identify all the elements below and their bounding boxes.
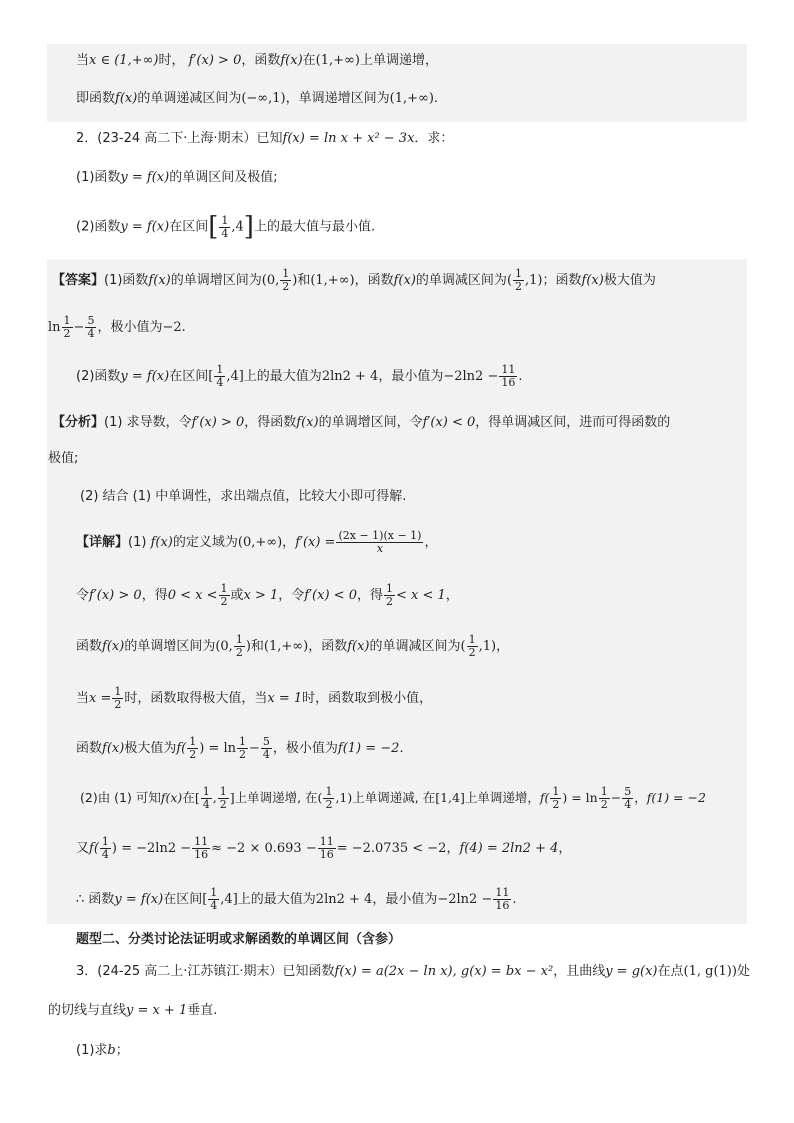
detail-line-1: 【详解】(1) f(x)的定义域为(0,+∞)，f′(x) = $\frac{(2x - 1)(x - 1)}{x}$ ， (76, 529, 438, 555)
top-box-line-2: 即函数f(x)的单调递减区间为(−∞,1)，单调递增区间为(1,+∞). (76, 91, 439, 106)
answer-line-3: (2)函数y = f(x)在区间[ $\frac{1}{4}$ ,4]上的最大值为2ln2 + 4，最小值为−2ln2 − $\frac{11}{16}$ . (76, 363, 523, 389)
detail-line-6: (2)由 (1) 可知f(x)在[ $\frac{1}{4}$ , $\frac{1}{2}$ ]上单调递增, 在( $\frac{1}{2}$ ,1)上单调递减, 在[1,4]上单调递增，f( $\frac{1}{2}$ ) = ln $\frac{1}{2}$ − $\frac{5}{4}$ ，f(1) = −2 (80, 785, 706, 811)
detail-line-2: 令f′(x) > 0，得0 < x < $\frac{1}{2}$ 或x > 1，令f′(x) < 0，得 $\frac{1}{2}$ < x < 1， (76, 582, 459, 608)
detail-line-5: 函数f(x)极大值为f( $\frac{1}{2}$ ) = ln $\frac{1}{2}$ − $\frac{5}{4}$ ，极小值为f(1) = −2. (76, 735, 404, 761)
analysis-line-2: 极值; (48, 451, 79, 466)
problem-2-question-2: (2)函数y = f(x)在区间[ $\frac{1}{4}$ ,4]上的最大值与最小值. (76, 212, 376, 242)
answer-line-2: ln $\frac{1}{2}$ − $\frac{5}{4}$ ，极小值为−2. (48, 314, 186, 340)
top-box-line-1: 当x ∈ (1,+∞)时， f′(x) > 0，函数f(x)在(1,+∞)上单调递增， (76, 53, 438, 68)
answer-line-1: 【答案】(1)函数f(x)的单调增区间为(0, $\frac{1}{2}$ )和(1,+∞)，函数f(x)的单调减区间为( $\frac{1}{2}$ ,1)；函数f(x)极大值为 (52, 267, 656, 293)
detail-line-7: 又f( $\frac{1}{4}$ ) = −2ln2 − $\frac{11}{16}$ ≈ −2 × 0.693 − $\frac{11}{16}$ = −2.0735 < −2，f(4) = 2ln2 + 4， (76, 835, 572, 861)
section-title: 题型二、分类讨论法证明或求解函数的单调区间（含参） (76, 932, 402, 947)
detail-line-8: ∴ 函数y = f(x)在区间[ $\frac{1}{4}$ ,4]上的最大值为2ln2 + 4，最小值为−2ln2 − $\frac{11}{16}$ . (76, 886, 517, 912)
problem-2-question-1: (1)函数y = f(x)的单调区间及极值; (76, 170, 278, 185)
analysis-line-1: 【分析】(1) 求导数，令f′(x) > 0，得函数f(x)的单调增区间，令f′(x) < 0，得单调减区间，进而可得函数的 (52, 415, 671, 430)
problem-2-header: 2．(23-24 高二下·上海·期末）已知f(x) = ln x + x² − 3x．求： (76, 131, 454, 146)
problem-3-line-1: 3．(24-25 高二上·江苏镇江·期末）已知函数f(x) = a(2x − ln x), g(x) = bx − x²，且曲线y = g(x)在点(1, g(1))处 (76, 964, 750, 979)
problem-3-line-2: 的切线与直线y = x + 1垂直. (48, 1003, 218, 1018)
analysis-line-3: (2) 结合 (1) 中单调性，求出端点值，比较大小即可得解. (80, 489, 407, 504)
detail-line-4: 当x = $\frac{1}{2}$ 时，函数取得极大值，当x = 1时，函数取到极小值， (76, 685, 433, 711)
detail-line-3: 函数f(x)的单调增区间为(0, $\frac{1}{2}$ )和(1,+∞)，函数f(x)的单调减区间为( $\frac{1}{2}$ ,1)， (76, 633, 510, 659)
problem-3-line-3: (1)求b； (76, 1043, 129, 1058)
